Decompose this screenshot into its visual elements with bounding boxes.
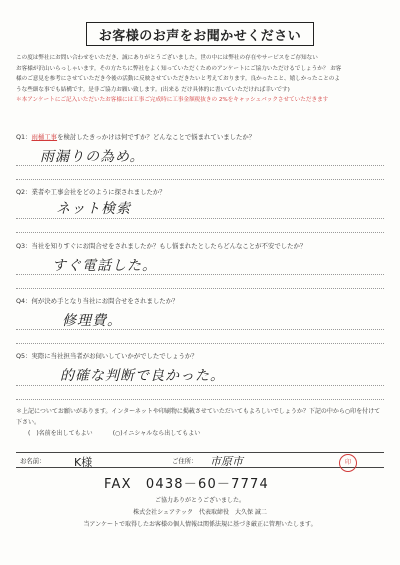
question-4: Q4：何が決め手となり当社にお問合せをされましたか？ — [16, 297, 179, 305]
question-1-prefix: Q1： — [16, 133, 32, 141]
answer-line — [16, 343, 384, 344]
publish-options — [28, 428, 200, 437]
question-2: Q2：業者や工事会社をどのように探されましたか？ — [16, 188, 166, 196]
answer-line — [16, 179, 384, 180]
option-name-ok: ( )名前を出してもよい — [28, 430, 93, 437]
answer-line — [16, 329, 384, 330]
cashback-note: ＊本アンケートにご記入いただいたお客様には工事ご完成時に工事金額税抜きの 2%をキャッシュバックさせていただきます — [16, 97, 329, 104]
question-5: Q5：実際に当社担当者がお伺いしていかがでしたでしょうか？ — [16, 352, 198, 360]
question-3: Q3：当社を知りすぐにお問合せをされましたか？もし悩まれたとしたらどんなことが不安でしたか？ — [16, 242, 307, 250]
fax-number: FAX 0438－60－7774 — [104, 477, 269, 492]
page-title: お客様のお声をお聞かせください — [86, 22, 314, 46]
question-1-rest: を検討したきっかけは何ですか？どんなことで悩まれていましたか？ — [57, 133, 256, 141]
customer-info — [16, 452, 384, 468]
name-value: K様 — [74, 456, 93, 469]
answer-line — [16, 274, 384, 275]
address-label: ご住所： — [172, 457, 198, 465]
intro-line: うな些細な事でも結構です。是非ご協力お願い致します。(出来る だけ具体的に書いていただければ幸いです) — [16, 86, 290, 93]
answer-3: すぐ電話した。 — [52, 258, 157, 274]
answer-1: 雨漏りの為め。 — [40, 149, 145, 165]
option-initials-ok: (○)イニシャルなら出してもよい — [112, 430, 201, 437]
seal-stamp: 印 — [339, 454, 357, 472]
answer-line — [16, 165, 384, 166]
answer-line — [16, 288, 384, 289]
question-1-highlight: 雨樋工事 — [31, 133, 58, 141]
name-label: お名前： — [20, 457, 46, 465]
answer-line — [16, 218, 384, 219]
intro-line: 様のご意見を参考にさせていただき今後の活動に反映させていただきたいと考えております。良かったこと、嬉しかったことのよ — [16, 76, 340, 83]
thanks-text: ご協力ありがとうございました。 — [154, 497, 245, 504]
privacy-text: 当アンケートで取得したお客様の個人情報は関係法規に基づき厳正に管理いたします。 — [83, 521, 317, 528]
address-value: 市原市 — [210, 455, 243, 468]
company-text: 株式会社シェアテック 代表取締役 大久保 誠二 — [133, 509, 267, 516]
answer-line — [16, 232, 384, 233]
answer-line — [16, 399, 384, 400]
intro-line: お客様が沢山いらっしゃいます。その方たちに弊社をよく知っていただくためのアンケートにご協力いただけるでしょうか？ お客 — [16, 65, 342, 72]
publish-question: ＊上記についてお願いがあります。インターネットや印刷物に掲載させていただいてもよろしいでしょうか？下記の中から○印を付けて下さい。 — [16, 408, 381, 426]
answer-4: 修理費。 — [62, 313, 122, 329]
answer-5: 的確な判断で良かった。 — [60, 368, 225, 384]
question-1 — [16, 132, 255, 141]
answer-2: ネット検索 — [56, 201, 131, 217]
answer-line — [16, 385, 384, 386]
intro-line: この度は弊社にお問い合わせをいただき、誠にありがとうございました。世の中には弊社の存在やサービスをご存知ない — [16, 55, 318, 61]
intro-text — [16, 53, 384, 106]
